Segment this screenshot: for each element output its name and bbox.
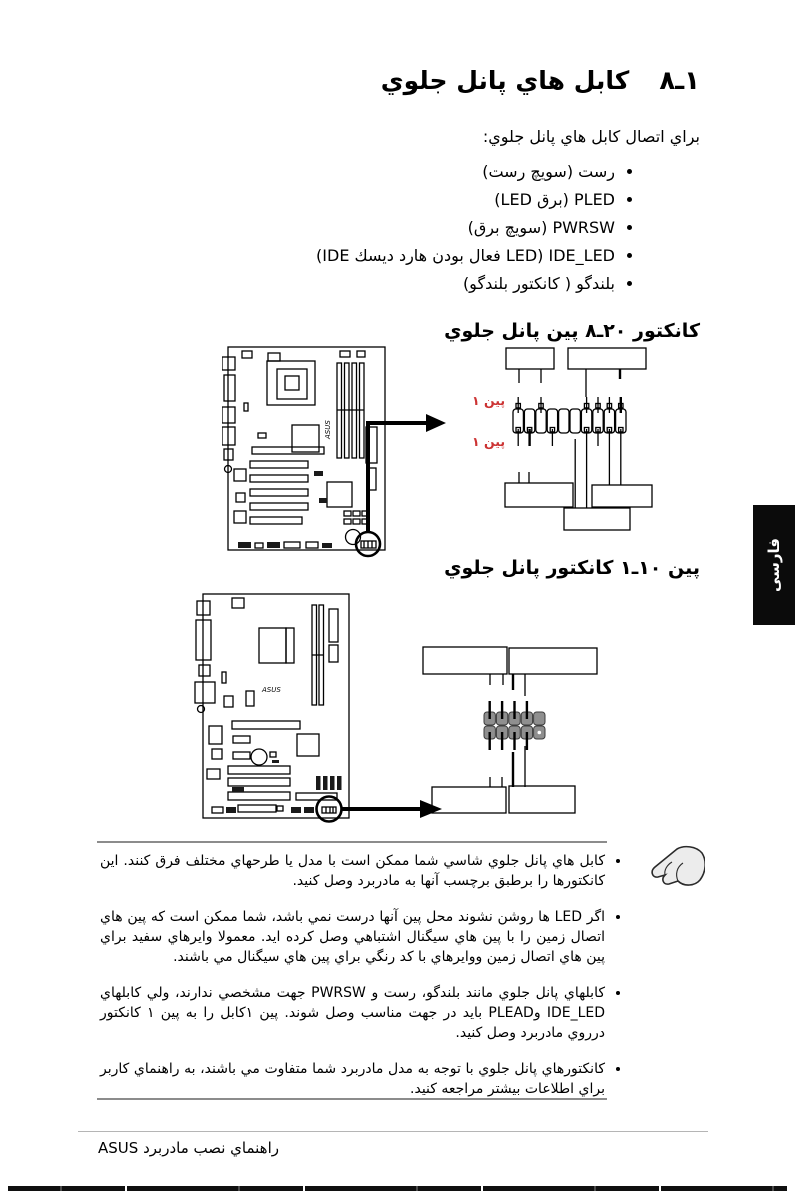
connector-box — [423, 647, 507, 674]
notes-top-rule — [97, 841, 607, 843]
page-bottom-bar — [8, 1186, 787, 1191]
connector-box — [506, 348, 554, 369]
list-item: • IDE_LED (LED فعال بودن هارد ديسك IDE) — [316, 246, 615, 274]
footer-text: راهنماي نصب مادربرد ASUS — [98, 1139, 280, 1157]
list-item: • PLED (برق LED) — [316, 190, 615, 218]
connector-box — [505, 483, 573, 507]
note-item: • كانكتورهاي پانل جلوي با توجه به مدل مادربرد شما متفاوت مي باشند، به راهنماي كاربر براي اطلاعات بيشتر مراجعه كنيد. — [100, 1059, 605, 1099]
cable-list — [316, 162, 635, 302]
pointing-hand-icon — [645, 843, 705, 893]
pin1-label-top: پين ١ — [472, 393, 506, 408]
diagram-b-title: پين ١٠ـ١ كانكتور پانل جلوي — [444, 557, 700, 579]
connector-box — [568, 348, 646, 369]
motherboard-a-illustration — [222, 343, 450, 559]
connector-box — [509, 648, 597, 674]
board-logo: ASUS — [324, 420, 332, 439]
list-item: • رست (سويچ رست) — [316, 162, 615, 190]
connector-box — [509, 786, 575, 813]
note-item: • اگر LED ها روشن نشوند محل پين آنها درست نمي باشد، شما ممكن است كه پين هاي اتصال زمين را با پين هاي سيگنال اشتباهي وصل كرده ايد. معمولا وايرهاي سفيد براي پين هاي اتصال زمين ووايرهاي با كد رنگي براي پين هاي سيگنال مي باشند. — [100, 907, 605, 967]
section-title: كابل هاي پانل جلوي — [380, 66, 630, 95]
footer-rule — [78, 1131, 708, 1132]
pin-diagram-b — [420, 640, 660, 820]
intro-line: براي اتصال كابل هاي پانل جلوي: — [482, 127, 700, 146]
pin1-label-bottom: پين ١ — [472, 434, 506, 449]
notes-list — [100, 851, 623, 1115]
note-item: • كابل هاي پانل جلوي شاسي شما ممكن است با مدل يا طرحهاي مختلف فرق كنند. اين كانكتورها را برطبق برچسب آنها به مادربرد وصل كنيد. — [100, 851, 605, 891]
connector-box — [432, 787, 506, 813]
connector-box — [592, 485, 652, 507]
language-tab-farsi — [753, 505, 795, 625]
language-tab-label: فارسی — [765, 537, 783, 593]
connector-box — [564, 508, 630, 530]
pin1-marker-dot — [538, 731, 542, 735]
motherboard-b-illustration — [192, 592, 444, 832]
list-item: • بلندگو ( كانكتور بلندگو) — [316, 274, 615, 302]
list-item: • PWRSW (سويچ برق) — [316, 218, 615, 246]
note-item: • كابلهاي پانل جلوي مانند بلندگو، رست و PWRSW جهت مشخصي ندارند، ولي كابلهاي IDE_LED وPLEAD بايد در جهت مناسب وصل شوند. پين ١كابل را به پين ١ كانكتور درروي مادربرد وصل كنيد. — [100, 983, 605, 1043]
board-logo: ASUS — [262, 686, 281, 694]
section-number: ١ـ٨ — [659, 66, 700, 96]
callout-arrow-a — [426, 414, 446, 432]
page-title — [381, 66, 700, 96]
diagram-a-title: كانكتور ٢٠ـ٨ پين پانل جلوي — [444, 320, 700, 342]
